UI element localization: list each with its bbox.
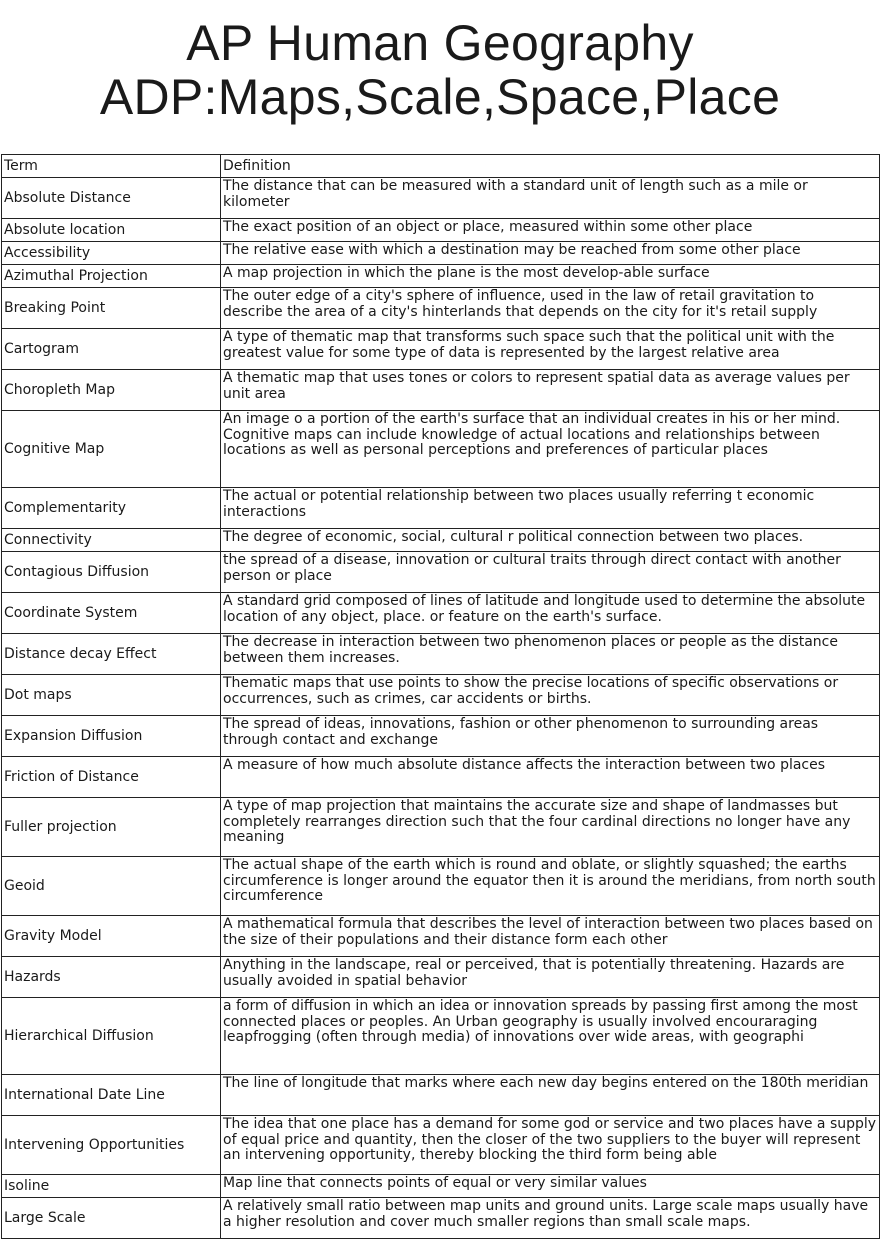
definition-cell: The actual or potential relationship between two places usually referring t economic interactions [221, 488, 880, 529]
term-cell: Absolute Distance [2, 178, 221, 219]
table-row [2, 1175, 880, 1198]
term-cell: Complementarity [2, 488, 221, 529]
term-cell: Choropleth Map [2, 370, 221, 411]
table-row [2, 916, 880, 957]
table-row [2, 329, 880, 370]
term-cell: Hazards [2, 957, 221, 998]
table-row [2, 219, 880, 242]
definition-cell: A type of map projection that maintains the accurate size and shape of landmasses but completely rearranges direction such that the four cardinal directions no longer have any meaning [221, 798, 880, 857]
term-cell: Contagious Diffusion [2, 552, 221, 593]
definition-cell: The exact position of an object or place, measured within some other place [221, 219, 880, 242]
table-body [2, 178, 880, 1239]
definition-cell: A mathematical formula that describes the level of interaction between two places based on the size of their populations and their distance form each other [221, 916, 880, 957]
table-row [2, 757, 880, 798]
definition-cell: Thematic maps that use points to show the precise locations of specific observations or occurrences, such as crimes, car accidents or births. [221, 675, 880, 716]
definition-cell: The outer edge of a city's sphere of influence, used in the law of retail gravitation to describe the area of a city's hinterlands that depends on the city for it's retail supply [221, 288, 880, 329]
title-line-1: AP Human Geography [186, 15, 694, 71]
glossary-table [1, 154, 880, 1239]
table-row [2, 857, 880, 916]
definition-cell: The decrease in interaction between two phenomenon places or people as the distance between them increases. [221, 634, 880, 675]
table-row [2, 265, 880, 288]
definition-cell: The spread of ideas, innovations, fashion or other phenomenon to surrounding areas through contact and exchange [221, 716, 880, 757]
term-cell: Connectivity [2, 529, 221, 552]
table-row [2, 593, 880, 634]
definition-cell: A type of thematic map that transforms such space such that the political unit with the greatest value for some type of data is represented by the largest relative area [221, 329, 880, 370]
table-row [2, 675, 880, 716]
definition-cell: Anything in the landscape, real or perceived, that is potentially threatening. Hazards are usually avoided in spatial behavior [221, 957, 880, 998]
definition-cell: The degree of economic, social, cultural r political connection between two places. [221, 529, 880, 552]
table-row [2, 488, 880, 529]
term-cell: Distance decay Effect [2, 634, 221, 675]
definition-cell: The actual shape of the earth which is round and oblate, or slightly squashed; the earths circumference is longer around the equator then it is around the meridians, from north south circumference [221, 857, 880, 916]
definition-cell: The idea that one place has a demand for some god or service and two places have a supply of equal price and quantity, then the closer of the two suppliers to the buyer will represent an intervening opportunity, thereby blocking the third form being able [221, 1116, 880, 1175]
table-row [2, 716, 880, 757]
definition-cell: A relatively small ratio between map units and ground units. Large scale maps usually have a higher resolution and cover much smaller regions than small scale maps. [221, 1198, 880, 1239]
term-cell: Coordinate System [2, 593, 221, 634]
term-cell: Fuller projection [2, 798, 221, 857]
term-cell: Cognitive Map [2, 411, 221, 488]
definition-cell: An image o a portion of the earth's surface that an individual creates in his or her mind. Cognitive maps can include knowledge of actual locations and relationships between locations as well as personal perceptions and preferences of particular places [221, 411, 880, 488]
header-term: Term [2, 155, 221, 178]
definition-cell: A standard grid composed of lines of latitude and longitude used to determine the absolute location of any object, place. or feature on the earth's surface. [221, 593, 880, 634]
term-cell: Friction of Distance [2, 757, 221, 798]
definition-cell: The relative ease with which a destination may be reached from some other place [221, 242, 880, 265]
page-title [0, 0, 880, 140]
table-row [2, 370, 880, 411]
table-row [2, 634, 880, 675]
term-cell: Dot maps [2, 675, 221, 716]
definition-cell: A map projection in which the plane is the most develop-able surface [221, 265, 880, 288]
header-definition: Definition [221, 155, 880, 178]
term-cell: Hierarchical Diffusion [2, 998, 221, 1075]
term-cell: Breaking Point [2, 288, 221, 329]
definition-cell: A thematic map that uses tones or colors to represent spatial data as average values per unit area [221, 370, 880, 411]
table-row [2, 798, 880, 857]
term-cell: Cartogram [2, 329, 221, 370]
term-cell: Expansion Diffusion [2, 716, 221, 757]
definition-cell: A measure of how much absolute distance affects the interaction between two places [221, 757, 880, 798]
term-cell: Geoid [2, 857, 221, 916]
definition-cell: Map line that connects points of equal or very similar values [221, 1175, 880, 1198]
term-cell: Large Scale [2, 1198, 221, 1239]
table-row [2, 552, 880, 593]
definition-cell: a form of diffusion in which an idea or innovation spreads by passing first among the most connected places or peoples. An Urban geography is usually involved encouraraging leapfrogging (often through media) of innovations over wide areas, with geographi [221, 998, 880, 1075]
table-row [2, 529, 880, 552]
table-row [2, 242, 880, 265]
term-cell: Azimuthal Projection [2, 265, 221, 288]
table-row [2, 411, 880, 488]
table-row [2, 178, 880, 219]
table-row [2, 288, 880, 329]
table-row [2, 957, 880, 998]
term-cell: International Date Line [2, 1075, 221, 1116]
table-header-row [2, 155, 880, 178]
term-cell: Gravity Model [2, 916, 221, 957]
term-cell: Intervening Opportunities [2, 1116, 221, 1175]
table-row [2, 1116, 880, 1175]
definition-cell: The line of longitude that marks where each new day begins entered on the 180th meridian [221, 1075, 880, 1116]
title-line-2: ADP:Maps,Scale,Space,Place [99, 69, 781, 125]
table-row [2, 998, 880, 1075]
term-cell: Isoline [2, 1175, 221, 1198]
table-row [2, 1075, 880, 1116]
table-row [2, 1198, 880, 1239]
definition-cell: the spread of a disease, innovation or cultural traits through direct contact with another person or place [221, 552, 880, 593]
term-cell: Absolute location [2, 219, 221, 242]
term-cell: Accessibility [2, 242, 221, 265]
definition-cell: The distance that can be measured with a standard unit of length such as a mile or kilometer [221, 178, 880, 219]
